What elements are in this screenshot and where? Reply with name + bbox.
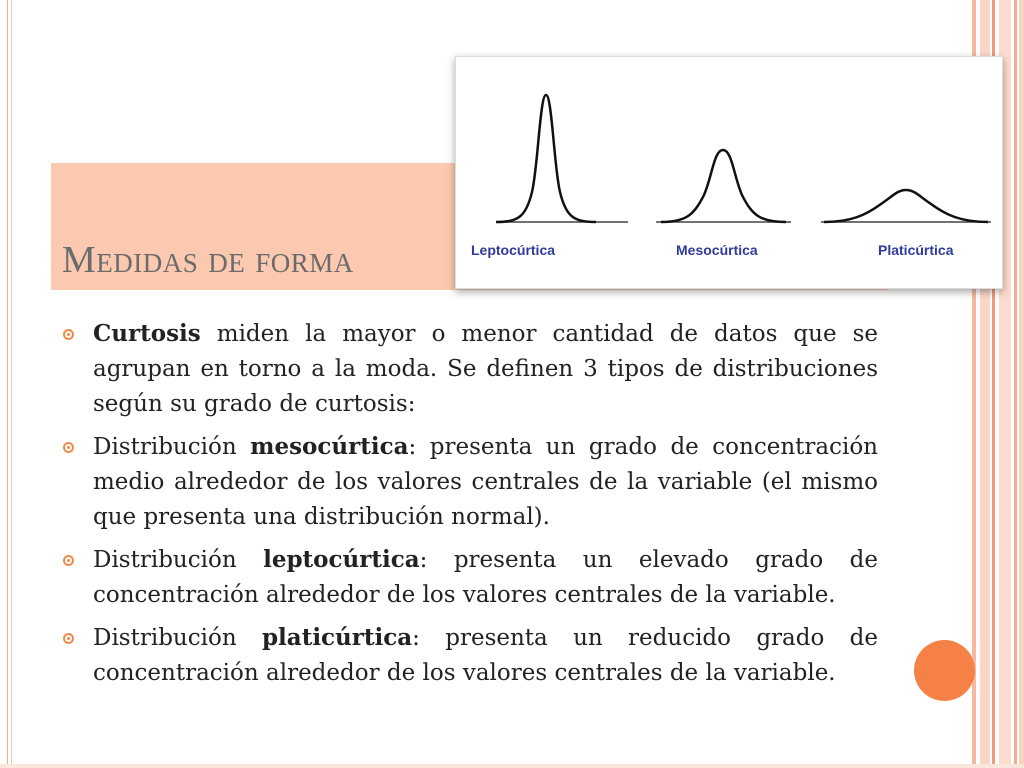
- label-platicurtica: Platicúrtica: [878, 242, 954, 258]
- kurtosis-figure: [455, 56, 1003, 289]
- bullet-item-curtosis: Curtosis miden la mayor o menor cantidad de datos que se agrupan en torno a la moda. Se definen 3 tipos de distribuciones según su grado de curtosis:: [63, 316, 878, 422]
- bullet-icon: [63, 555, 74, 566]
- bullet-icon: [63, 633, 74, 644]
- curve-leptocurtica: [496, 95, 596, 222]
- bullet-list: [63, 316, 878, 698]
- label-mesocurtica: Mesocúrtica: [676, 242, 758, 258]
- frame-line-bottom: [0, 764, 1024, 768]
- term-curtosis: Curtosis: [93, 320, 201, 347]
- frame-line-left-inner: [11, 0, 12, 768]
- term-leptocurtica: leptocúrtica: [263, 546, 420, 573]
- bullet-icon: [63, 442, 74, 453]
- bullet-icon: [63, 329, 74, 340]
- term-platicurtica: platicúrtica: [261, 624, 413, 651]
- frame-line-left: [7, 0, 8, 768]
- curve-platicurtica: [824, 190, 988, 222]
- slide-title: Medidas de forma: [62, 239, 354, 281]
- bullet-item-mesocurtica: Distribución mesocúrtica: presenta un grado de concentración medio alrededor de los valores centrales de la variable (el mismo que presenta una distribución normal).: [63, 429, 878, 535]
- bullet-item-platicurtica: Distribución platicúrtica: presenta un reducido grado de concentración alrededor de los valores centrales de la variable.: [63, 620, 878, 691]
- decorative-orange-circle: [914, 640, 975, 701]
- curve-mesocurtica: [661, 150, 786, 222]
- label-leptocurtica: Leptocúrtica: [471, 242, 556, 258]
- term-mesocurtica: mesocúrtica: [250, 433, 409, 460]
- bullet-item-leptocurtica: Distribución leptocúrtica: presenta un elevado grado de concentración alrededor de los valores centrales de la variable.: [63, 542, 878, 613]
